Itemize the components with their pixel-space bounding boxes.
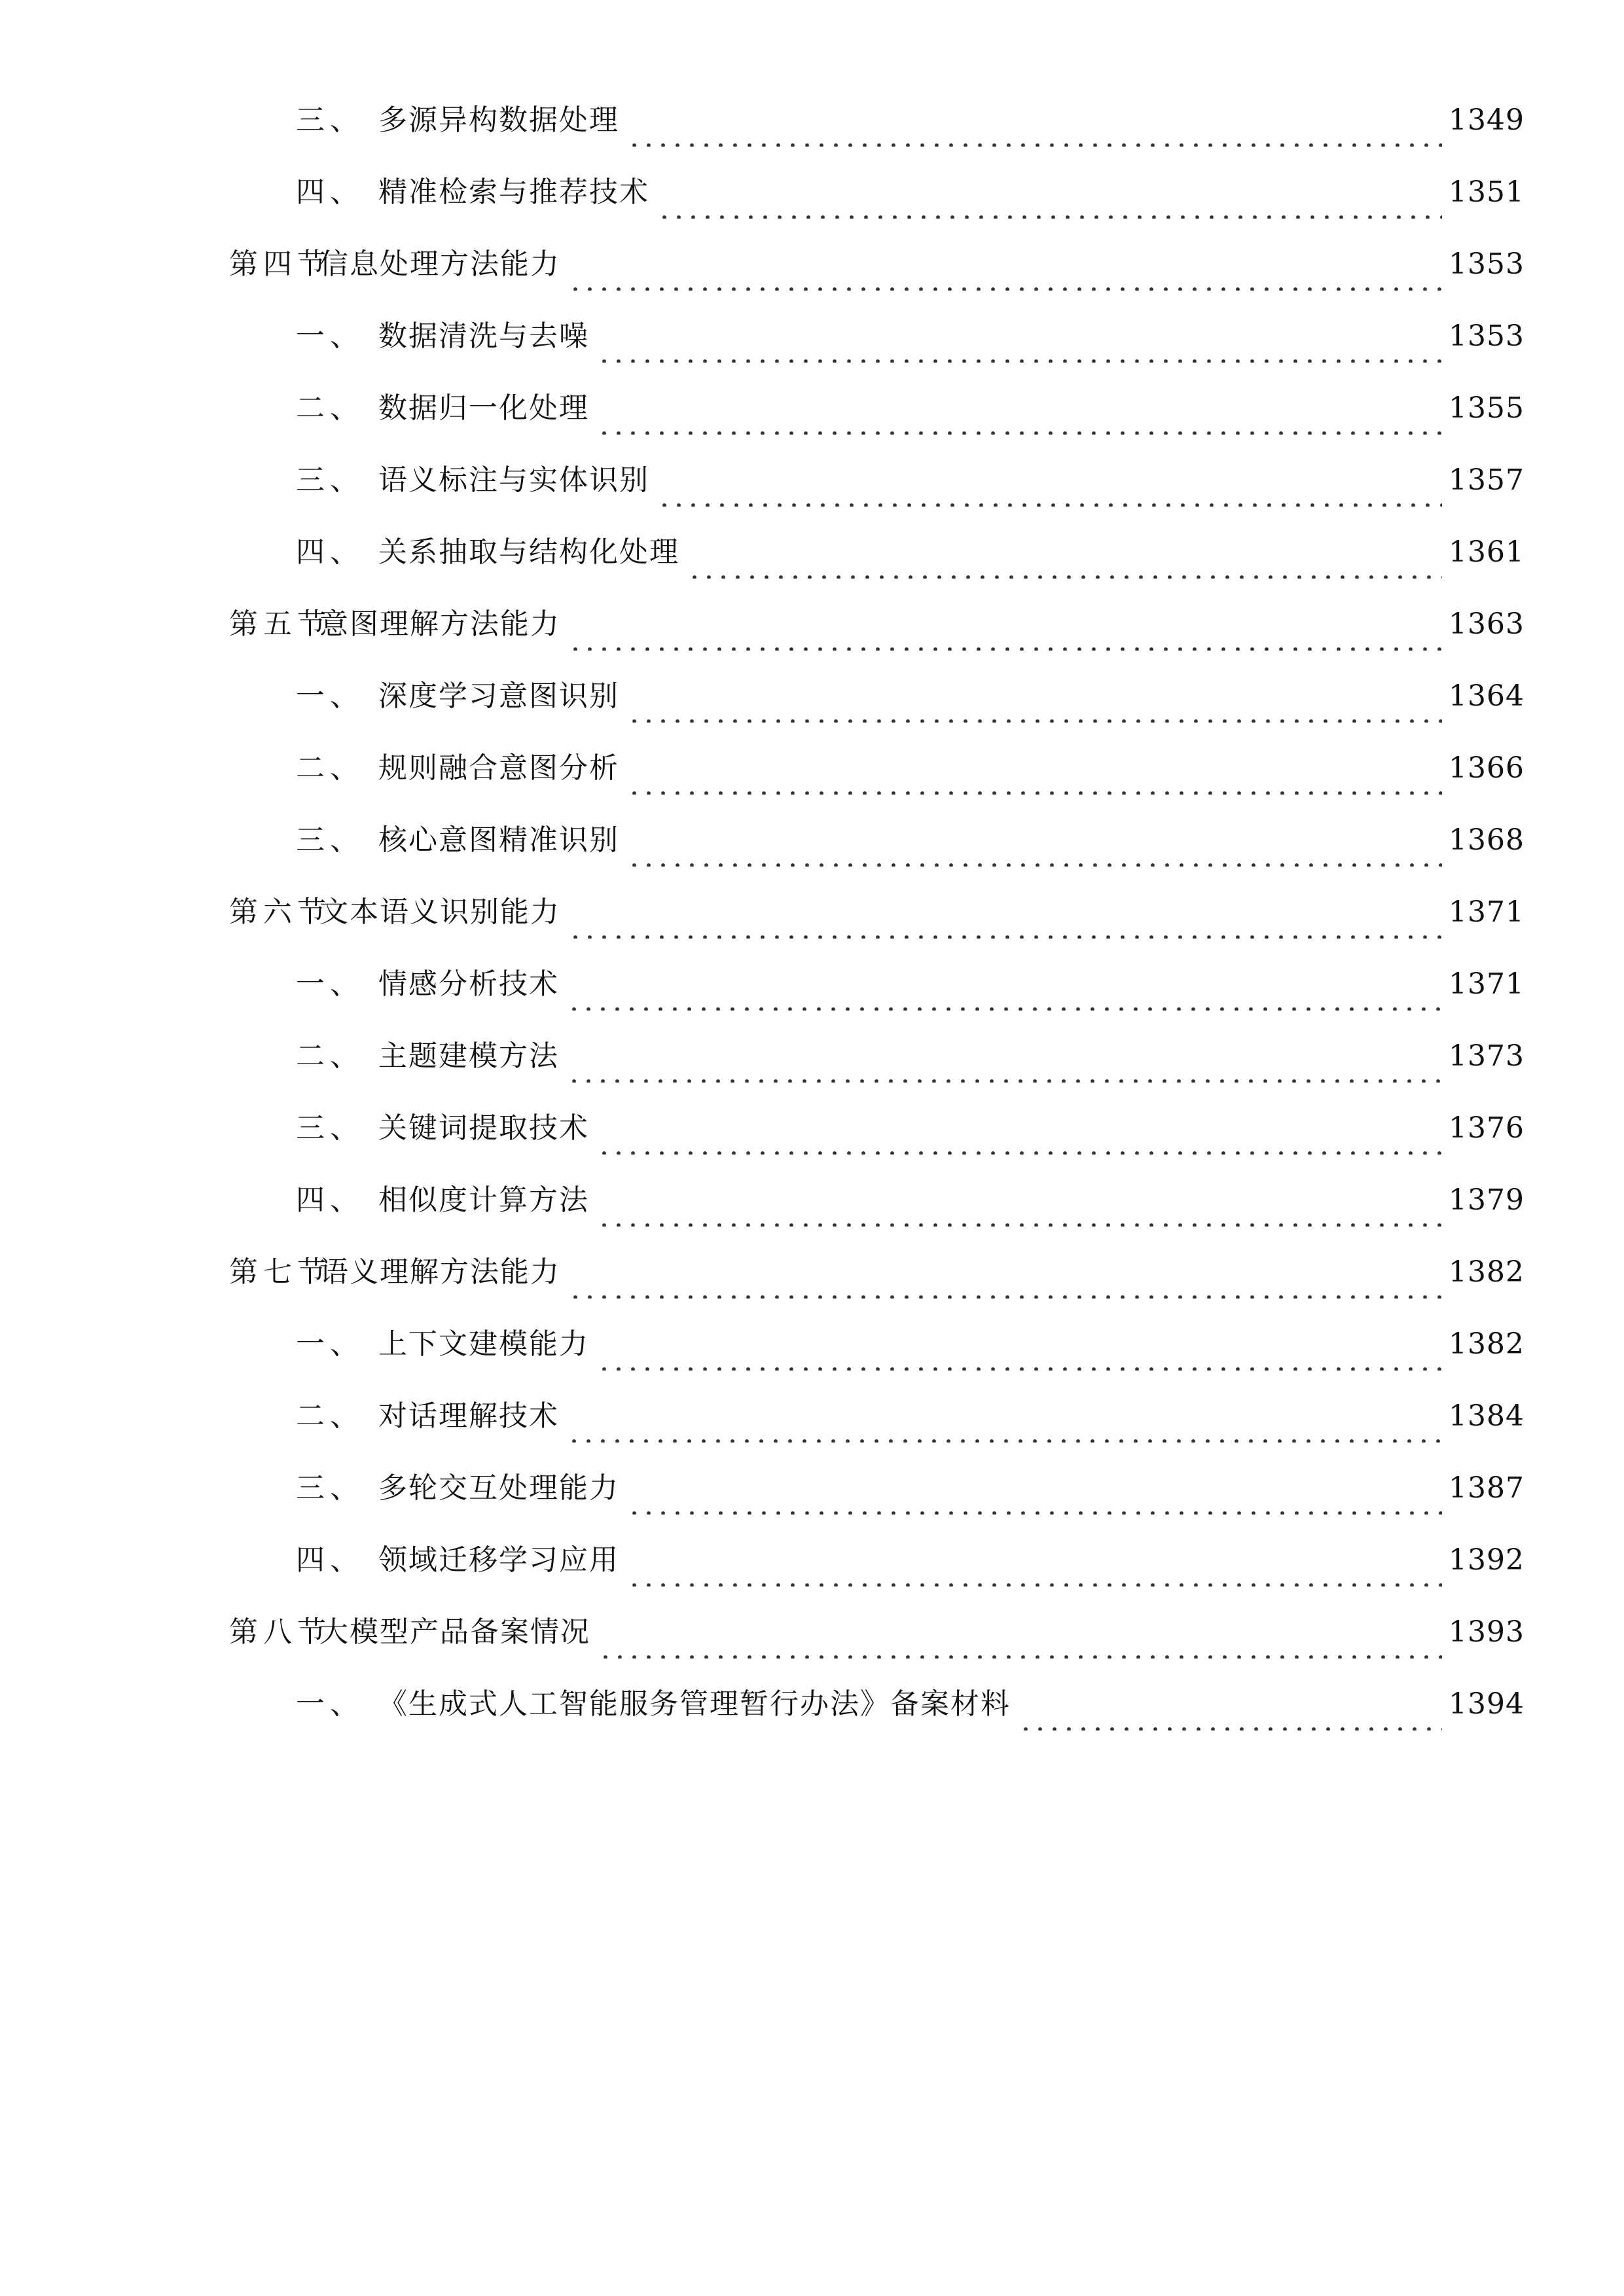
toc-entry-title: 上下文建模能力 xyxy=(378,1327,589,1361)
toc-section-number: 第六节 xyxy=(229,895,331,929)
toc-entry-section[interactable] xyxy=(0,598,1624,651)
toc-entry[interactable] xyxy=(0,958,1624,1011)
dot-leader xyxy=(597,1174,1442,1227)
toc-entry-number: 四、 xyxy=(296,535,364,569)
toc-entry-page: 1361 xyxy=(1449,535,1525,569)
toc-entry-title: 数据归一化处理 xyxy=(378,391,589,425)
dot-leader xyxy=(568,886,1442,939)
toc-entry[interactable] xyxy=(0,1102,1624,1155)
toc-entry-number: 四、 xyxy=(296,1183,364,1217)
toc-entry-number: 一、 xyxy=(296,679,364,713)
toc-section-title: 大模型产品备案情况 xyxy=(319,1615,590,1649)
toc-entry-title: 规则融合意图分析 xyxy=(378,751,619,785)
toc-entry-number: 三、 xyxy=(296,1471,364,1505)
toc-entry-title: 相似度计算方法 xyxy=(378,1183,589,1217)
toc-entry-number: 三、 xyxy=(296,463,364,497)
toc-section-number: 第五节 xyxy=(229,607,331,641)
toc-entry-page: 1387 xyxy=(1449,1471,1525,1505)
toc-entry-title: 主题建模方法 xyxy=(378,1039,559,1073)
toc-entry-page: 1353 xyxy=(1449,319,1525,353)
toc-section-number: 第八节 xyxy=(229,1615,331,1649)
toc-section-title: 信息处理方法能力 xyxy=(319,247,560,281)
toc-entry-title: 对话理解技术 xyxy=(378,1399,559,1433)
dot-leader xyxy=(1019,1678,1442,1731)
toc-entry-page: 1364 xyxy=(1449,679,1525,713)
toc-entry-number: 四、 xyxy=(296,175,364,209)
toc-entry[interactable] xyxy=(0,310,1624,363)
toc-entry-page: 1384 xyxy=(1449,1399,1525,1433)
toc-entry[interactable] xyxy=(0,94,1624,147)
toc-entry-page: 1382 xyxy=(1449,1255,1525,1289)
toc-entry-title: 语义标注与实体识别 xyxy=(378,463,649,497)
dot-leader xyxy=(597,310,1442,363)
toc-entry-title: 领域迁移学习应用 xyxy=(378,1543,619,1577)
toc-entry[interactable] xyxy=(0,382,1624,435)
toc-entry-page: 1355 xyxy=(1449,391,1525,425)
dot-leader xyxy=(568,598,1442,651)
dot-leader xyxy=(568,1246,1442,1299)
toc-entry-page: 1393 xyxy=(1449,1615,1525,1649)
dot-leader xyxy=(657,454,1442,507)
toc-entry-page: 1349 xyxy=(1449,103,1525,137)
toc-entry-number: 一、 xyxy=(296,967,364,1001)
toc-entry-title: 多轮交互处理能力 xyxy=(378,1471,619,1505)
dot-leader xyxy=(627,94,1442,147)
toc-entry-title: 核心意图精准识别 xyxy=(378,823,619,857)
toc-entry[interactable] xyxy=(0,670,1624,723)
toc-entry[interactable] xyxy=(0,1030,1624,1083)
toc-entry-title: 关键词提取技术 xyxy=(378,1111,589,1145)
dot-leader xyxy=(657,166,1442,219)
toc-entry-page: 1382 xyxy=(1449,1327,1525,1361)
dot-leader xyxy=(597,1318,1442,1371)
toc-entry[interactable] xyxy=(0,166,1624,219)
dot-leader xyxy=(627,670,1442,723)
toc-entry-number: 四、 xyxy=(296,1543,364,1577)
toc-entry-number: 三、 xyxy=(296,1111,364,1145)
dot-leader xyxy=(687,526,1442,579)
toc-entry-page: 1351 xyxy=(1449,175,1525,209)
toc-entry-number: 二、 xyxy=(296,391,364,425)
toc-entry-number: 二、 xyxy=(296,1399,364,1433)
toc-entry-page: 1366 xyxy=(1449,751,1525,785)
toc-entry-page: 1376 xyxy=(1449,1111,1525,1145)
toc-section-title: 文本语义识别能力 xyxy=(319,895,560,929)
toc-entry-section[interactable] xyxy=(0,238,1624,291)
toc-entry-page: 1373 xyxy=(1449,1039,1525,1073)
toc-entry-page: 1379 xyxy=(1449,1183,1525,1217)
toc-entry[interactable] xyxy=(0,1462,1624,1515)
toc-entry-number: 二、 xyxy=(296,1039,364,1073)
toc-entry[interactable] xyxy=(0,1390,1624,1443)
toc-entry-page: 1363 xyxy=(1449,607,1525,641)
toc-entry-page: 1357 xyxy=(1449,463,1525,497)
toc-entry-title: 多源异构数据处理 xyxy=(378,103,619,137)
toc-entry-title: 深度学习意图识别 xyxy=(378,679,619,713)
toc-entry-section[interactable] xyxy=(0,1606,1624,1659)
toc-entry-number: 三、 xyxy=(296,823,364,857)
toc-entry-section[interactable] xyxy=(0,886,1624,939)
dot-leader xyxy=(627,1462,1442,1515)
dot-leader xyxy=(568,238,1442,291)
dot-leader xyxy=(567,958,1442,1011)
toc-entry[interactable] xyxy=(0,1174,1624,1227)
dot-leader xyxy=(627,814,1442,867)
toc-entry[interactable] xyxy=(0,742,1624,795)
dot-leader xyxy=(598,1606,1442,1659)
dot-leader xyxy=(567,1390,1442,1443)
dot-leader xyxy=(597,1102,1442,1155)
toc-entry-title: 《生成式人工智能服务管理暂行办法》备案材料 xyxy=(378,1687,1011,1721)
toc-entry[interactable] xyxy=(0,1678,1624,1731)
toc-entry-number: 一、 xyxy=(296,319,364,353)
toc-entry-title: 关系抽取与结构化处理 xyxy=(378,535,679,569)
toc-entry-page: 1371 xyxy=(1449,895,1525,929)
dot-leader xyxy=(597,382,1442,435)
toc-entry-page: 1371 xyxy=(1449,967,1525,1001)
toc-entry-number: 三、 xyxy=(296,103,364,137)
toc-section-number: 第四节 xyxy=(229,247,331,281)
toc-entry[interactable] xyxy=(0,814,1624,867)
toc-entry-title: 数据清洗与去噪 xyxy=(378,319,589,353)
toc-section-number: 第七节 xyxy=(229,1255,331,1289)
toc-entry-number: 一、 xyxy=(296,1687,364,1721)
toc-entry-page: 1392 xyxy=(1449,1543,1525,1577)
toc-entry[interactable] xyxy=(0,526,1624,579)
toc-entry-section[interactable] xyxy=(0,1246,1624,1299)
dot-leader xyxy=(627,1534,1442,1587)
toc-entry-number: 一、 xyxy=(296,1327,364,1361)
toc-section-title: 意图理解方法能力 xyxy=(319,607,560,641)
dot-leader xyxy=(567,1030,1442,1083)
toc-entry-page: 1368 xyxy=(1449,823,1525,857)
toc-entry-title: 精准检索与推荐技术 xyxy=(378,175,649,209)
toc-entry-page: 1353 xyxy=(1449,247,1525,281)
toc-entry-number: 二、 xyxy=(296,751,364,785)
toc-entry[interactable] xyxy=(0,1318,1624,1371)
toc-entry-title: 情感分析技术 xyxy=(378,967,559,1001)
toc-section-title: 语义理解方法能力 xyxy=(319,1255,560,1289)
toc-entry-page: 1394 xyxy=(1449,1687,1525,1721)
toc-entry[interactable] xyxy=(0,454,1624,507)
toc-entry[interactable] xyxy=(0,1534,1624,1587)
dot-leader xyxy=(627,742,1442,795)
